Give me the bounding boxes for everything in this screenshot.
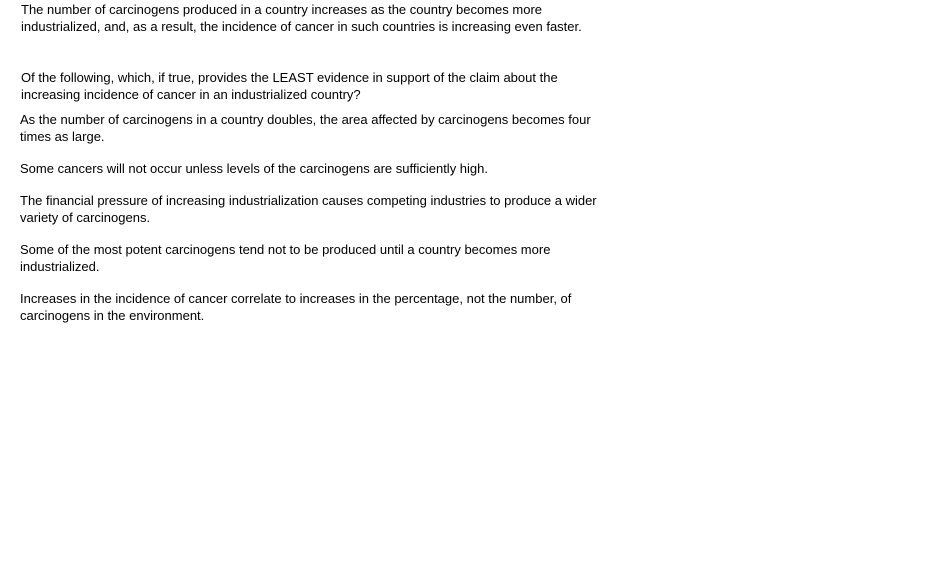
answer-options [20,111,600,339]
question-stimulus: The number of carcinogens produced in a country increases as the country becomes more industrialized, and, as a result, the incidence of cancer in such countries is increasing even faster. [21,2,582,34]
answer-option-b[interactable]: Some cancers will not occur unless levels of the carcinogens are sufficiently high. [20,161,488,176]
answer-option-a[interactable]: As the number of carcinogens in a country doubles, the area affected by carcinogens becomes four times as large. [20,112,591,144]
answer-option-e[interactable]: Increases in the incidence of cancer correlate to increases in the percentage, not the number, of carcinogens in the environment. [20,291,572,323]
answer-option-c[interactable]: The financial pressure of increasing industrialization causes competing industries to produce a wider variety of carcinogens. [20,193,597,225]
question-prompt: Of the following, which, if true, provides the LEAST evidence in support of the claim about the increasing incidence of cancer in an industrialized country? [21,70,558,102]
answer-option-d[interactable]: Some of the most potent carcinogens tend not to be produced until a country becomes more industrialized. [20,242,551,274]
